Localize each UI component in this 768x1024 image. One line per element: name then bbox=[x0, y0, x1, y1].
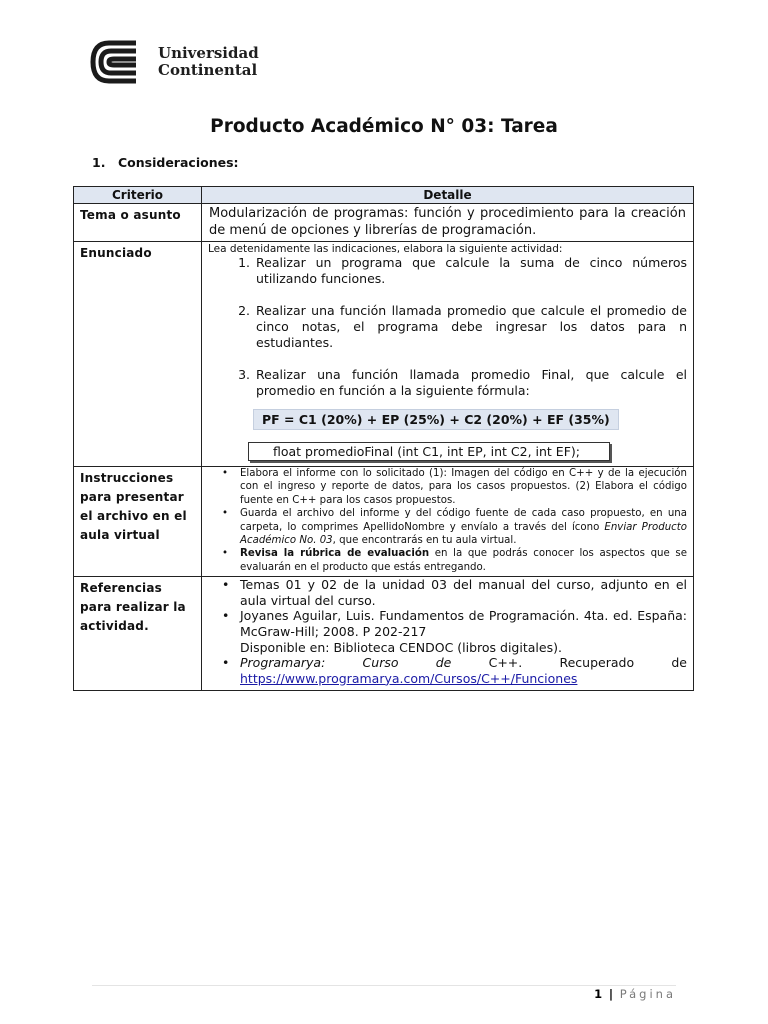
logo-line2: Continental bbox=[158, 61, 258, 79]
bullet-text: Guarda el archivo del informe y del código fuente de cada caso propuesto, en una carpeta, lo comprimes ApellidoNombre y envíalo a través del ícono bbox=[240, 508, 687, 533]
list-item: 3. Realizar una función llamada promedio Final, que calcule el promedio en función a la siguiente fórmula: bbox=[254, 367, 687, 399]
enunciado-intro: Lea detenidamente las indicaciones, elabora la siguiente actividad: bbox=[208, 243, 563, 255]
formula-box: PF = C1 (20%) + EP (25%) + C2 (20%) + EF (35%) bbox=[253, 409, 619, 430]
list-item: • Temas 01 y 02 de la unidad 03 del manual del curso, adjunto en el aula virtual del curso. bbox=[240, 577, 687, 608]
section-number: 1. bbox=[92, 155, 106, 170]
table-row bbox=[74, 467, 694, 577]
bullet-extra-text: Disponible en: Biblioteca CENDOC (libros digitales). bbox=[240, 639, 562, 655]
university-logo-icon bbox=[90, 40, 152, 84]
code-signature-box: float promedioFinal (int C1, int EP, int C2, int EF); bbox=[248, 442, 610, 461]
logo-wordmark bbox=[158, 45, 259, 79]
reference-line bbox=[240, 655, 687, 671]
page-label: Página bbox=[619, 987, 676, 1001]
bullet-italic-text: Enviar Producto Académico No. 03 bbox=[240, 521, 687, 547]
ref-word: • Programarya: bbox=[240, 655, 326, 671]
detalle-instrucciones bbox=[202, 467, 694, 577]
list-item bbox=[240, 655, 687, 686]
criterio-enunciado: Enunciado bbox=[74, 242, 202, 467]
table-row bbox=[74, 577, 694, 691]
table-row bbox=[74, 204, 694, 242]
list-item: 1. Realizar un programa que calcule la suma de cinco números utilizando funciones. bbox=[254, 255, 687, 287]
page-footer bbox=[594, 987, 676, 1001]
criterio-referencias: Referencias para realizar la actividad. bbox=[74, 577, 202, 691]
ref-word: de bbox=[671, 655, 687, 671]
table-row bbox=[74, 242, 694, 467]
list-item bbox=[240, 547, 687, 574]
ref-word: Recuperado bbox=[559, 655, 635, 671]
detalle-tema: Modularización de programas: función y procedimiento para la creación de menú de opciones y librerías de programación. bbox=[202, 204, 694, 242]
header-criterio: Criterio bbox=[74, 187, 202, 204]
referencias-list bbox=[208, 577, 687, 686]
ref-word: Curso bbox=[362, 655, 399, 671]
footer-separator: | bbox=[608, 987, 614, 1001]
criterio-instrucciones: Instrucciones para presentar el archivo en el aula virtual bbox=[74, 467, 202, 577]
list-item: 2. Realizar una función llamada promedio que calcule el promedio de cinco notas, el programa debe ingresar los datos para n estudiantes. bbox=[254, 303, 687, 351]
logo-line1: Universidad bbox=[158, 44, 259, 62]
list-item bbox=[240, 507, 687, 547]
instrucciones-list bbox=[208, 467, 687, 574]
table-header-row bbox=[74, 187, 694, 204]
detalle-referencias bbox=[202, 577, 694, 691]
bullet-text: , que encontrarás en tu aula virtual. bbox=[332, 535, 517, 547]
section-heading bbox=[92, 155, 239, 170]
list-item bbox=[240, 608, 687, 655]
document-title: Producto Académico N° 03: Tarea bbox=[210, 116, 558, 137]
ref-word: de bbox=[435, 655, 452, 671]
reference-link[interactable]: https://www.programarya.com/Cursos/C++/Funciones bbox=[240, 670, 578, 686]
bullet-text: en la que podrás conocer los aspectos que se evaluarán en el producto que estás entregando. bbox=[240, 548, 687, 573]
footer-divider bbox=[92, 985, 676, 986]
section-label: Consideraciones: bbox=[118, 155, 239, 170]
page-number: 1 bbox=[594, 987, 603, 1001]
criterio-tema: Tema o asunto bbox=[74, 204, 202, 242]
considerations-table bbox=[73, 186, 694, 691]
enunciado-list bbox=[208, 255, 687, 399]
university-logo bbox=[90, 40, 259, 84]
list-item: • Elabora el informe con lo solicitado (1): Imagen del código en C++ y de la ejecución con el ingreso y reporte de datos, para los casos propuestos. (2) Elabora el código fuente en C++ para los casos propuestos. bbox=[240, 467, 687, 507]
bullet-bold-text: Revisa la rúbrica de evaluación bbox=[240, 548, 430, 560]
header-detalle: Detalle bbox=[202, 187, 694, 204]
detalle-enunciado bbox=[202, 242, 694, 467]
ref-word: C++. bbox=[488, 655, 523, 671]
bullet-text: Joyanes Aguilar, Luis. Fundamentos de Programación. 4ta. ed. España: McGraw-Hill; 2008. P 202-217 bbox=[240, 608, 687, 640]
